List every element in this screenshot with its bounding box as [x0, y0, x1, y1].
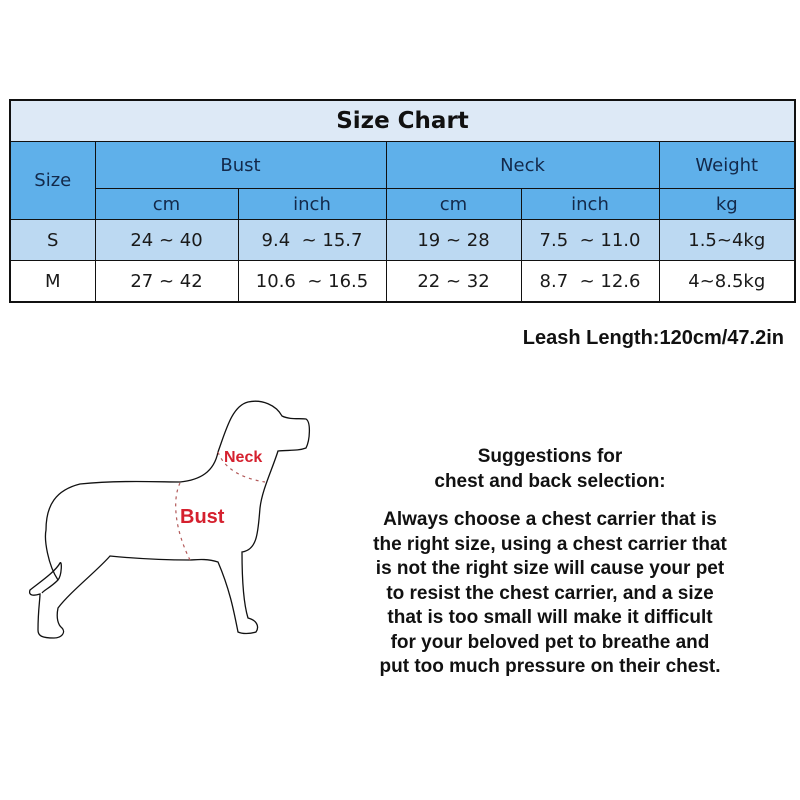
leash-label: Leash Length	[522, 327, 653, 349]
subheader-neck-cm: cm	[386, 189, 521, 220]
cell-weight: 4~8.5kg	[659, 261, 795, 303]
cell-neck-inch: 7.5 ~ 11.0	[521, 220, 659, 261]
subheader-bust-cm: cm	[95, 189, 238, 220]
suggestions-line: the right size, using a chest carrier that	[373, 533, 727, 555]
cell-size: M	[10, 261, 95, 303]
table-subheader-row	[10, 189, 795, 220]
suggestions-line: Always choose a chest carrier that is	[383, 509, 717, 530]
suggestions-line: for your beloved pet to breathe and	[390, 631, 710, 653]
header-weight: Weight	[659, 142, 795, 189]
table-row	[10, 261, 795, 303]
neck-label: Neck	[224, 449, 263, 466]
header-size: Size	[10, 142, 95, 220]
suggestions-body	[330, 508, 770, 680]
header-neck: Neck	[386, 142, 659, 189]
suggestions-line: that is too small will make it difficult	[387, 607, 713, 628]
cell-bust-inch: 10.6 ~ 16.5	[238, 261, 386, 303]
table-title: Size Chart	[10, 100, 795, 142]
suggestions-title	[330, 444, 770, 494]
header-bust: Bust	[95, 142, 386, 189]
leash-length	[523, 327, 784, 350]
bust-label: Bust	[180, 506, 225, 528]
subheader-weight-kg: kg	[659, 189, 795, 220]
suggestions-title-line: chest and back selection:	[434, 471, 666, 492]
subheader-bust-inch: inch	[238, 189, 386, 220]
size-chart-table	[9, 99, 796, 303]
suggestions-line: put too much pressure on their chest.	[379, 656, 721, 677]
cell-neck-cm: 22 ~ 32	[386, 261, 521, 303]
cell-bust-inch: 9.4 ~ 15.7	[238, 220, 386, 261]
suggestions-line: is not the right size will cause your pet	[375, 558, 725, 579]
leash-separator: :	[652, 327, 660, 349]
cell-size: S	[10, 220, 95, 261]
cell-bust-cm: 24 ~ 40	[95, 220, 238, 261]
table-row	[10, 220, 795, 261]
suggestions-title-line: Suggestions for	[477, 446, 623, 467]
cell-bust-cm: 27 ~ 42	[95, 261, 238, 303]
leash-value: 120cm/47.2in	[659, 327, 784, 349]
cell-neck-inch: 8.7 ~ 12.6	[521, 261, 659, 303]
table-title-row	[10, 100, 795, 142]
suggestions-line: to resist the chest carrier, and a size	[386, 582, 714, 604]
cell-neck-cm: 19 ~ 28	[386, 220, 521, 261]
suggestions-block	[330, 444, 770, 680]
dog-outline-icon	[20, 390, 330, 650]
table-header-row	[10, 142, 795, 189]
subheader-neck-inch: inch	[521, 189, 659, 220]
cell-weight: 1.5~4kg	[659, 220, 795, 261]
